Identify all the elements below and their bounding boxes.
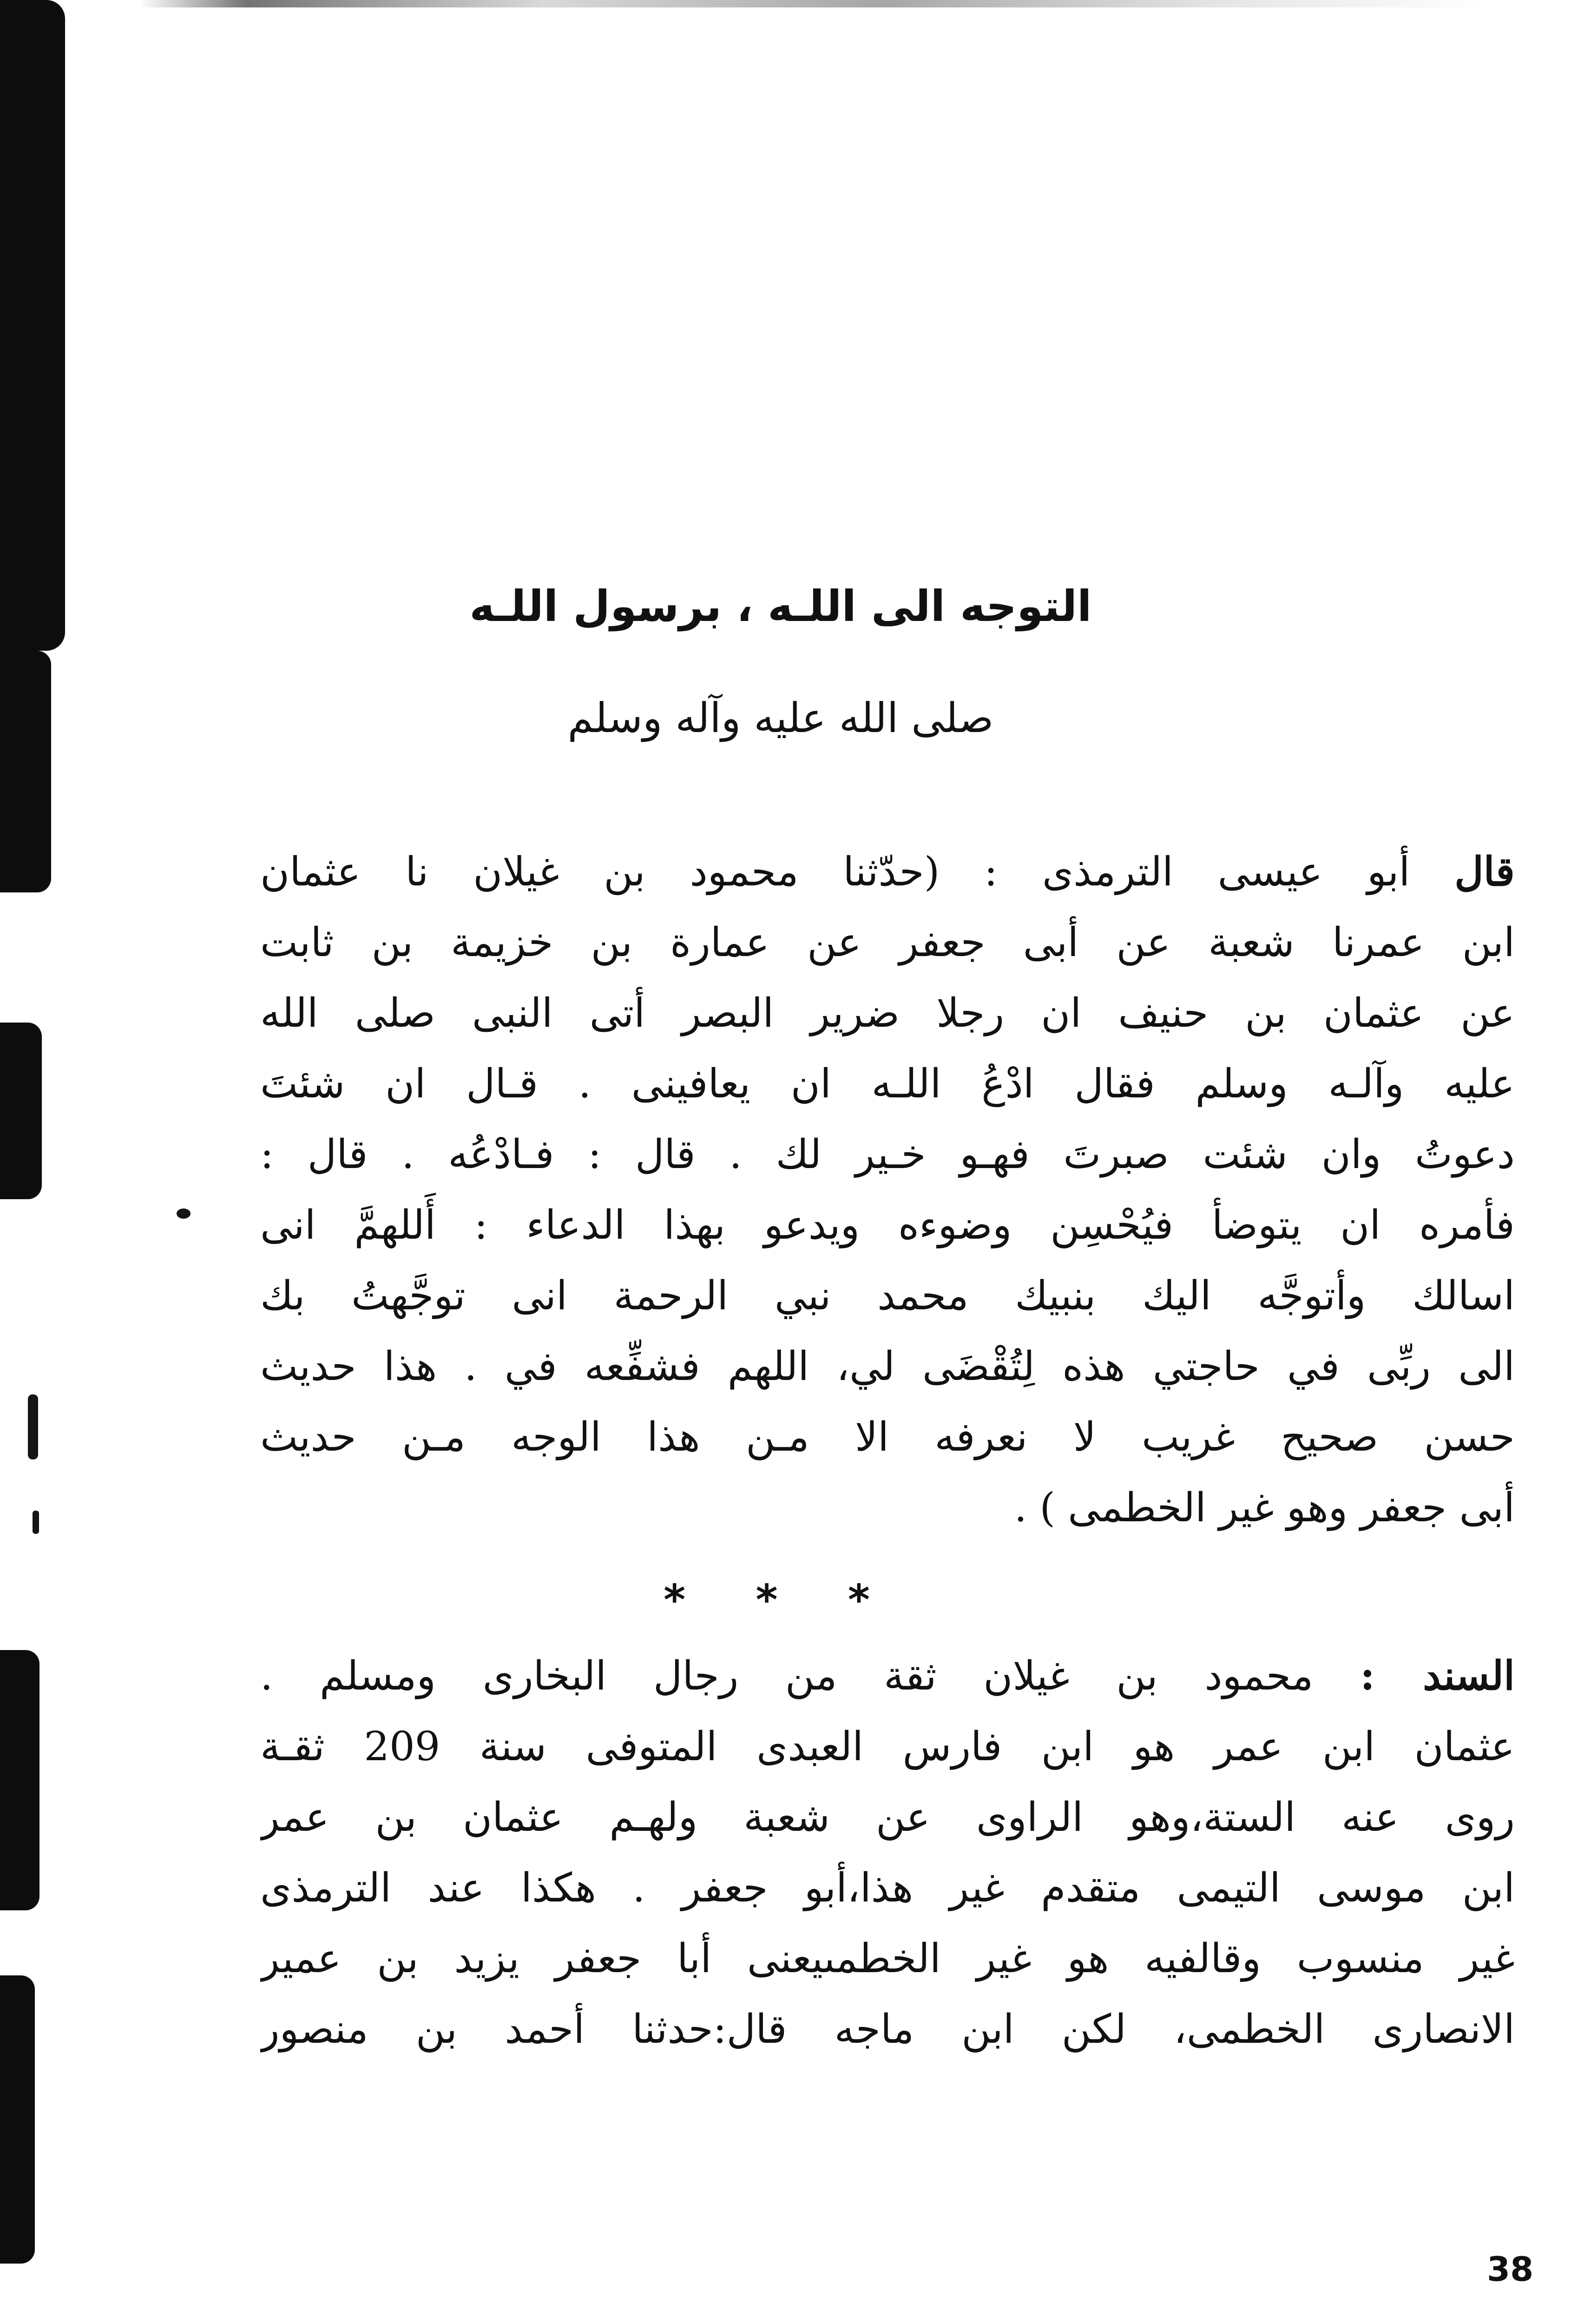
page-number: 38 xyxy=(1487,2250,1534,2289)
text-line: ابن عمرنا شعبة عن أبى جعفر عن عمارة بن خزيمة بن ثابت xyxy=(260,919,1515,966)
text-line: أبى جعفر وهو غير الخطمى ) . xyxy=(1014,1485,1515,1531)
sanad-paragraph xyxy=(260,1641,1515,2065)
lead-word: قال xyxy=(1454,848,1515,895)
text-line: عن عثمان بن حنيف ان رجلا ضرير البصر أتى النبى صلى الله xyxy=(260,990,1515,1037)
scan-left-edge xyxy=(0,1023,42,1199)
text-line: دعوتُ وان شئت صبرتَ فهـو خـير لك . قال : فـادْعُه . قال : xyxy=(260,1131,1515,1178)
text-line: اسالك وأتوجَّه اليك بنبيك محمد نبي الرحمة انى توجَّهتُ بك xyxy=(260,1273,1515,1319)
text-line: السند : محمود بن غيلان ثقة من رجال البخارى ومسلم . xyxy=(260,1652,1515,1699)
lead-word: السند : xyxy=(1360,1652,1515,1699)
section-separator: * * * xyxy=(664,1576,898,1624)
text-line: الانصارى الخطمى، لكن ابن ماجه قال:حدثنا أحمد بن منصور xyxy=(260,2006,1515,2053)
text-line: عثمان ابن عمر هو ابن فارس العبدى المتوفى سنة 209 ثقـة xyxy=(260,1723,1515,1770)
scan-left-edge xyxy=(0,651,51,892)
scan-left-edge xyxy=(0,1650,39,1910)
text-line: ابن موسى التيمى متقدم غير هذا،أبو جعفر . هكذا عند الترمذى xyxy=(260,1865,1515,1911)
text-line: روى عنه الستة،وهو الراوى عن شعبة ولهـم عثمان بن عمر xyxy=(260,1794,1515,1841)
page-title: التوجه الى اللـه ، برسول اللـه xyxy=(469,581,1092,631)
page-subtitle: صلى الله عليه وآله وسلم xyxy=(567,694,994,742)
text-line: غير منسوب وقالفيه هو غير الخطمىيعنى أبا جعفر يزيد بن عمير xyxy=(260,1935,1515,1982)
text-line: عليه وآلـه وسلم فقال ادْعُ اللـه ان يعافينى . قـال ان شئتَ xyxy=(260,1061,1515,1107)
document-page xyxy=(223,0,1534,2324)
scan-left-edge xyxy=(0,0,65,651)
hadith-paragraph xyxy=(260,837,1515,1543)
text-line: فأمره ان يتوضأ فيُحْسِن وضوءه ويدعو بهذا الدعاء : أَللهمَّ انى xyxy=(260,1202,1515,1248)
scan-left-edge xyxy=(0,1975,35,2264)
text-line: الى ربِّى في حاجتي هذه لِتُقْضَى لي، اللهم فشفِّعه في . هذا حديث xyxy=(260,1343,1515,1390)
scan-speck xyxy=(28,1394,38,1459)
scan-speck xyxy=(33,1511,39,1534)
text-line: قال أبو عيسى الترمذى : (حدّثنا محمود بن غيلان نا عثمان xyxy=(260,848,1515,895)
scan-speck xyxy=(177,1208,191,1219)
text-line: حسن صحيح غريب لا نعرفه الا مـن هذا الوجه مـن حديث xyxy=(260,1414,1515,1460)
